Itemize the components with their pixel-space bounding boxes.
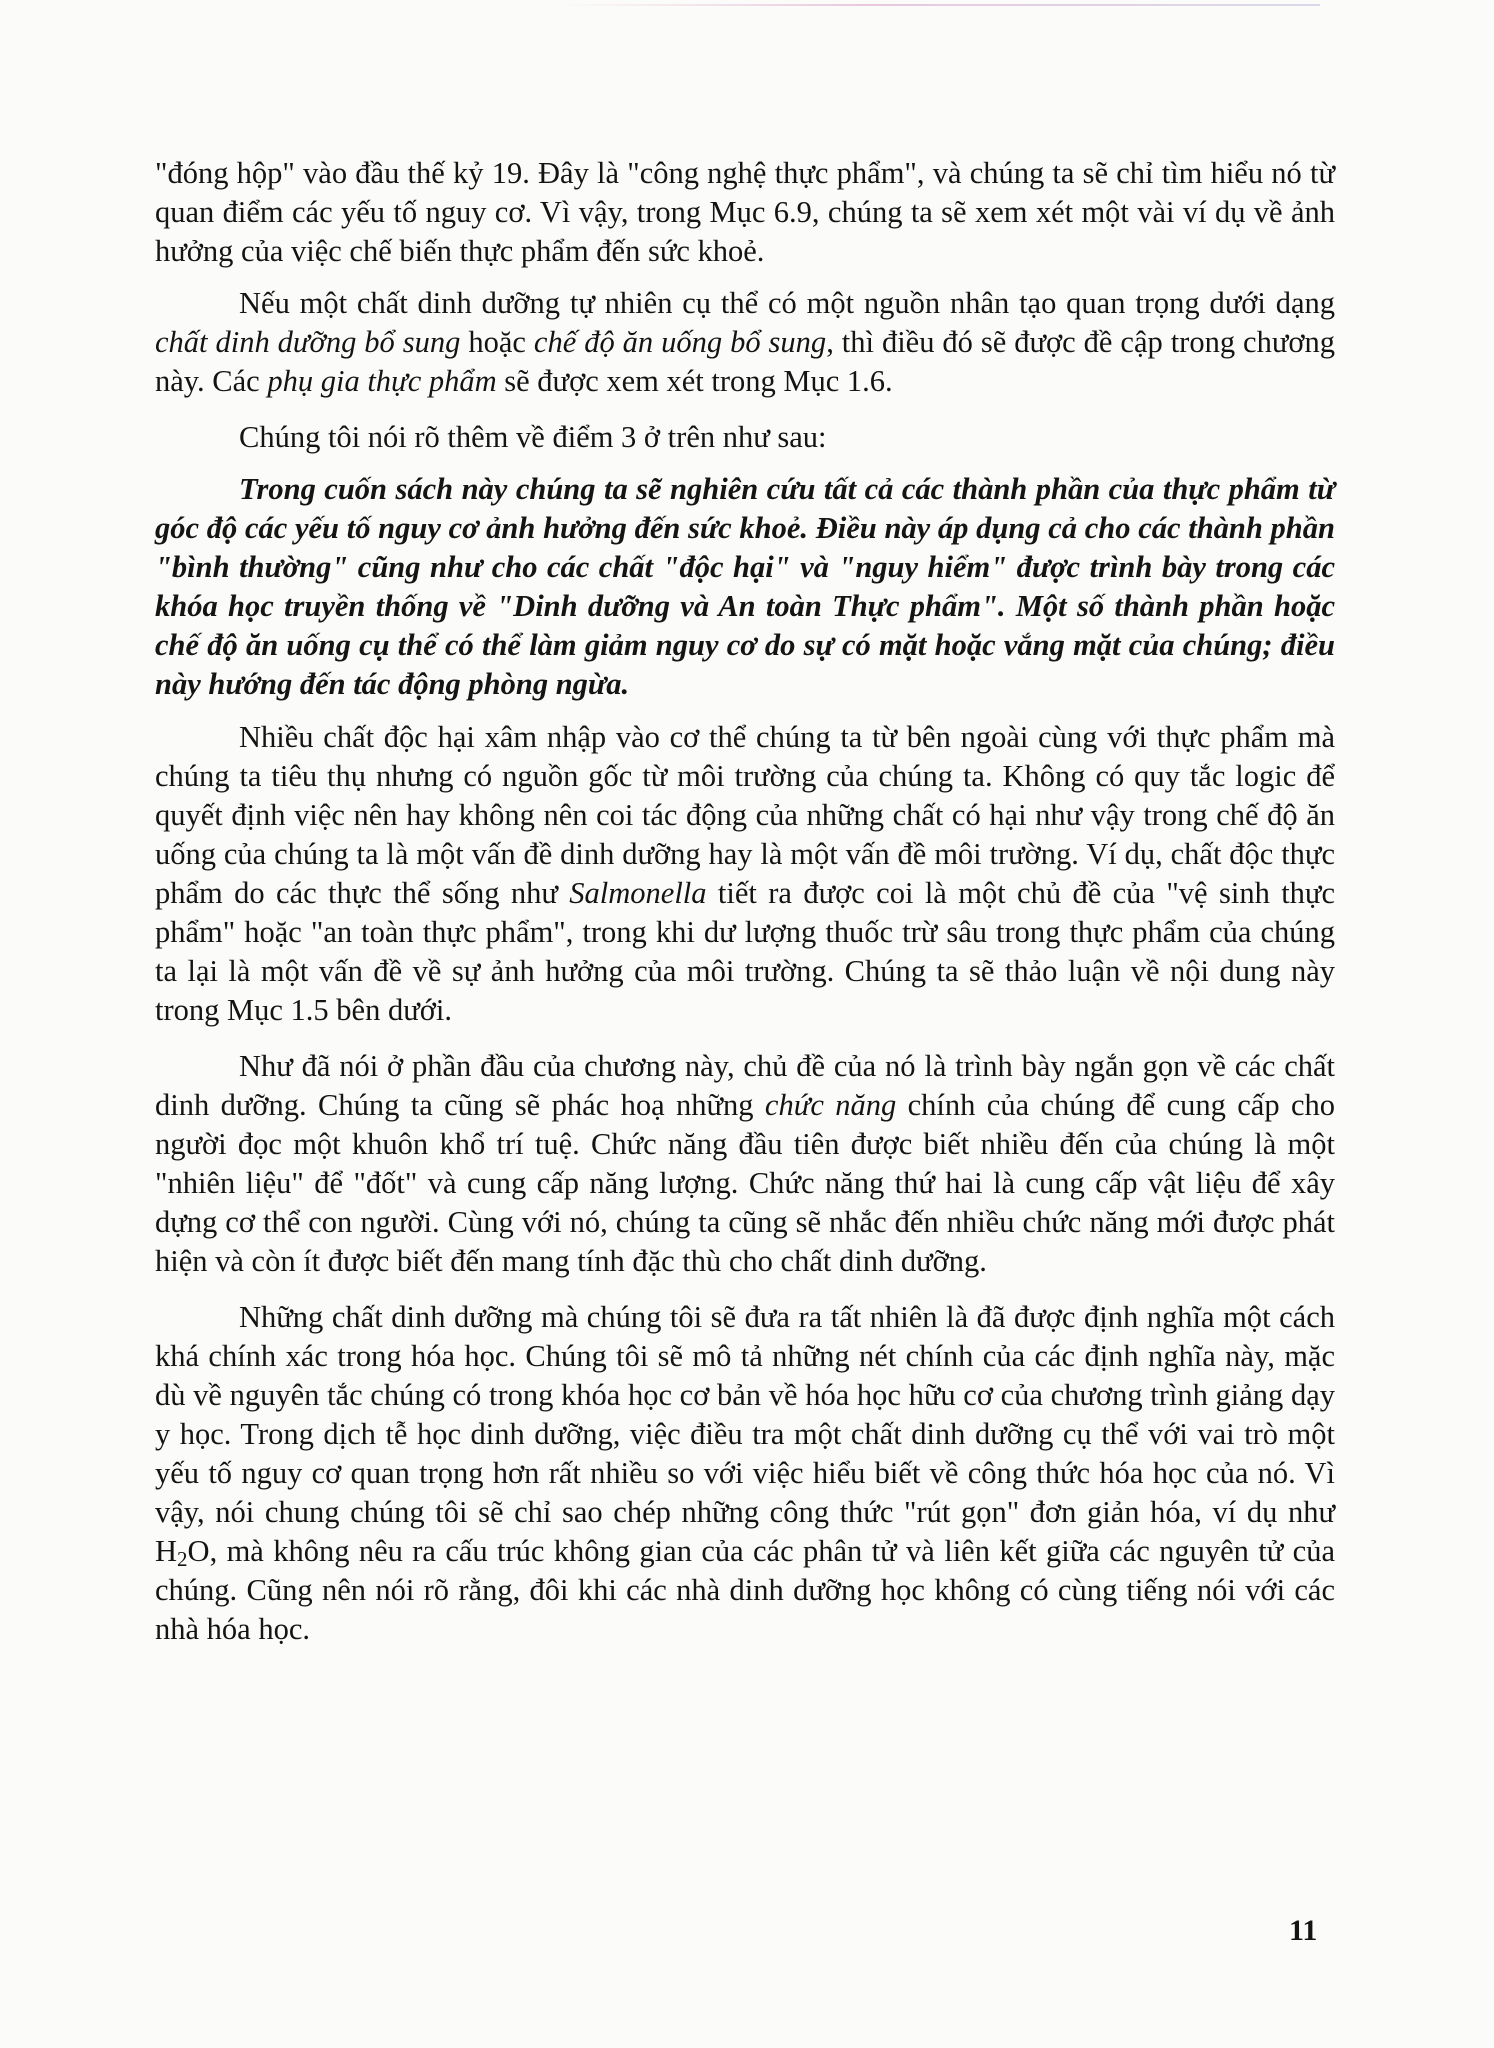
water-formula-o: O: [187, 1534, 210, 1568]
paragraph-5-text-a: Nhiều chất độc hại xâm nhập vào cơ thể chúng ta từ bên ngoài cùng với thực phẩm mà chúng ta tiêu thụ nhưng có nguồn gốc từ môi trường của chúng ta. Không có quy tắc logic để quyết định việc nên hay không nên coi tác động của những chất có hại như vậy trong chế độ ăn uống của chúng ta là một vấn đề dinh dưỡng hay là một vấn đề môi trường. Ví dụ, chất độc thực phẩm do các thực thể sống như: [155, 720, 1335, 910]
paragraph-6-text-a: Như đã nói ở phần đầu của chương này, chủ đề của nó là trình bày ngắn gọn về các chất dinh dưỡng. Chúng ta cũng sẽ phác hoạ những: [155, 1049, 1335, 1122]
paragraph-2: [155, 284, 1335, 401]
paragraph-2-text-c: hoặc: [460, 325, 534, 359]
water-formula-subscript: 2: [177, 1547, 188, 1571]
paragraph-6-text-c: chính của chúng để cung cấp cho người đọc một khuôn khổ trí tuệ. Chức năng đầu tiên được biết nhiều đến của chúng là một "nhiên liệu" để "đốt" và cung cấp năng lượng. Chức năng thứ hai là cung cấp vật liệu để xây dựng cơ thể con người. Cùng với nó, chúng ta cũng sẽ nhắc đến nhiều chức năng mới được phát hiện và còn ít được biết đến mang tính đặc thù cho chất dinh dưỡng.: [155, 1088, 1335, 1278]
paragraph-2-term-diet-supplement: chế độ ăn uống bổ sung: [533, 325, 827, 359]
paragraph-2-text-e: , thì điều đó sẽ được đề cập trong chương này. Các: [155, 325, 1335, 398]
paragraph-2-text-a: Nếu một chất dinh dưỡng tự nhiên cụ thể có một nguồn nhân tạo quan trọng dưới dạng: [239, 286, 1335, 320]
water-formula: [155, 1534, 210, 1571]
paragraph-5-text-c: tiết ra được coi là một chủ đề của "vệ sinh thực phẩm" hoặc "an toàn thực phẩm", trong khi dư lượng thuốc trừ sâu trong thực phẩm của chúng ta lại là một vấn đề về sự ảnh hưởng của môi trường. Chúng ta sẽ thảo luận về nội dung này trong Mục 1.5 bên dưới.: [155, 876, 1336, 1027]
paragraph-6-term-functions: chức năng: [764, 1088, 897, 1122]
water-formula-h: H: [155, 1534, 178, 1568]
paragraph-2-term-food-additives: phụ gia thực phẩm: [267, 364, 497, 398]
paragraph-3: Chúng tôi nói rõ thêm về điểm 3 ở trên như sau:: [239, 420, 827, 454]
paragraph-5-term-salmonella: Salmonella: [569, 876, 707, 910]
scan-top-edge: [560, 4, 1320, 6]
paragraph-5: [155, 718, 1335, 1030]
emphasized-statement: Trong cuốn sách này chúng ta sẽ nghiên cứu tất cả các thành phần của thực phẩm từ góc độ các yếu tố nguy cơ ảnh hưởng đến sức khoẻ. Điều này áp dụng cả cho các thành phần "bình thường" cũng như cho các chất "độc hại" và "nguy hiểm" được trình bày trong các khóa học truyền thống về "Dinh dưỡng và An toàn Thực phẩm". Một số thành phần hoặc chế độ ăn uống cụ thể có thể làm giảm nguy cơ do sự có mặt hoặc vắng mặt của chúng; điều này hướng đến tác động phòng ngừa.: [155, 472, 1335, 701]
page-number: 11: [1289, 1914, 1318, 1947]
paragraph-2-text-g: sẽ được xem xét trong Mục 1.6.: [496, 364, 893, 398]
paragraph-2-term-supplement: chất dinh dưỡng bổ sung: [155, 325, 461, 359]
paragraph-7: [155, 1298, 1335, 1649]
paragraph-6: [155, 1047, 1335, 1281]
paragraph-7-text-a: Những chất dinh dưỡng mà chúng tôi sẽ đưa ra tất nhiên là đã được định nghĩa một cách khá chính xác trong hóa học. Chúng tôi sẽ mô tả những nét chính của các định nghĩa này, mặc dù về nguyên tắc chúng có trong khóa học cơ bản về hóa học hữu cơ của chương trình giảng dạy y học. Trong dịch tễ học dinh dưỡng, việc điều tra một chất dinh dưỡng cụ thể với vai trò một yếu tố nguy cơ quan trọng hơn rất nhiều so với việc hiểu biết về công thức hóa học của nó. Vì vậy, nói chung chúng tôi sẽ chỉ sao chép những công thức "rút gọn" đơn giản hóa, ví dụ như: [155, 1300, 1335, 1529]
page-body: [155, 154, 1335, 1666]
paragraph-1: "đóng hộp" vào đầu thế kỷ 19. Đây là "công nghệ thực phẩm", và chúng ta sẽ chỉ tìm hiểu nó từ quan điểm các yếu tố nguy cơ. Vì vậy, trong Mục 6.9, chúng ta sẽ xem xét một vài ví dụ về ảnh hưởng của việc chế biến thực phẩm đến sức khoẻ.: [155, 156, 1335, 268]
paragraph-7-text-b: , mà không nêu ra cấu trúc không gian của các phân tử và liên kết giữa các nguyên tử của chúng. Cũng nên nói rõ rằng, đôi khi các nhà dinh dưỡng học không có cùng tiếng nói với các nhà hóa học.: [155, 1534, 1335, 1646]
